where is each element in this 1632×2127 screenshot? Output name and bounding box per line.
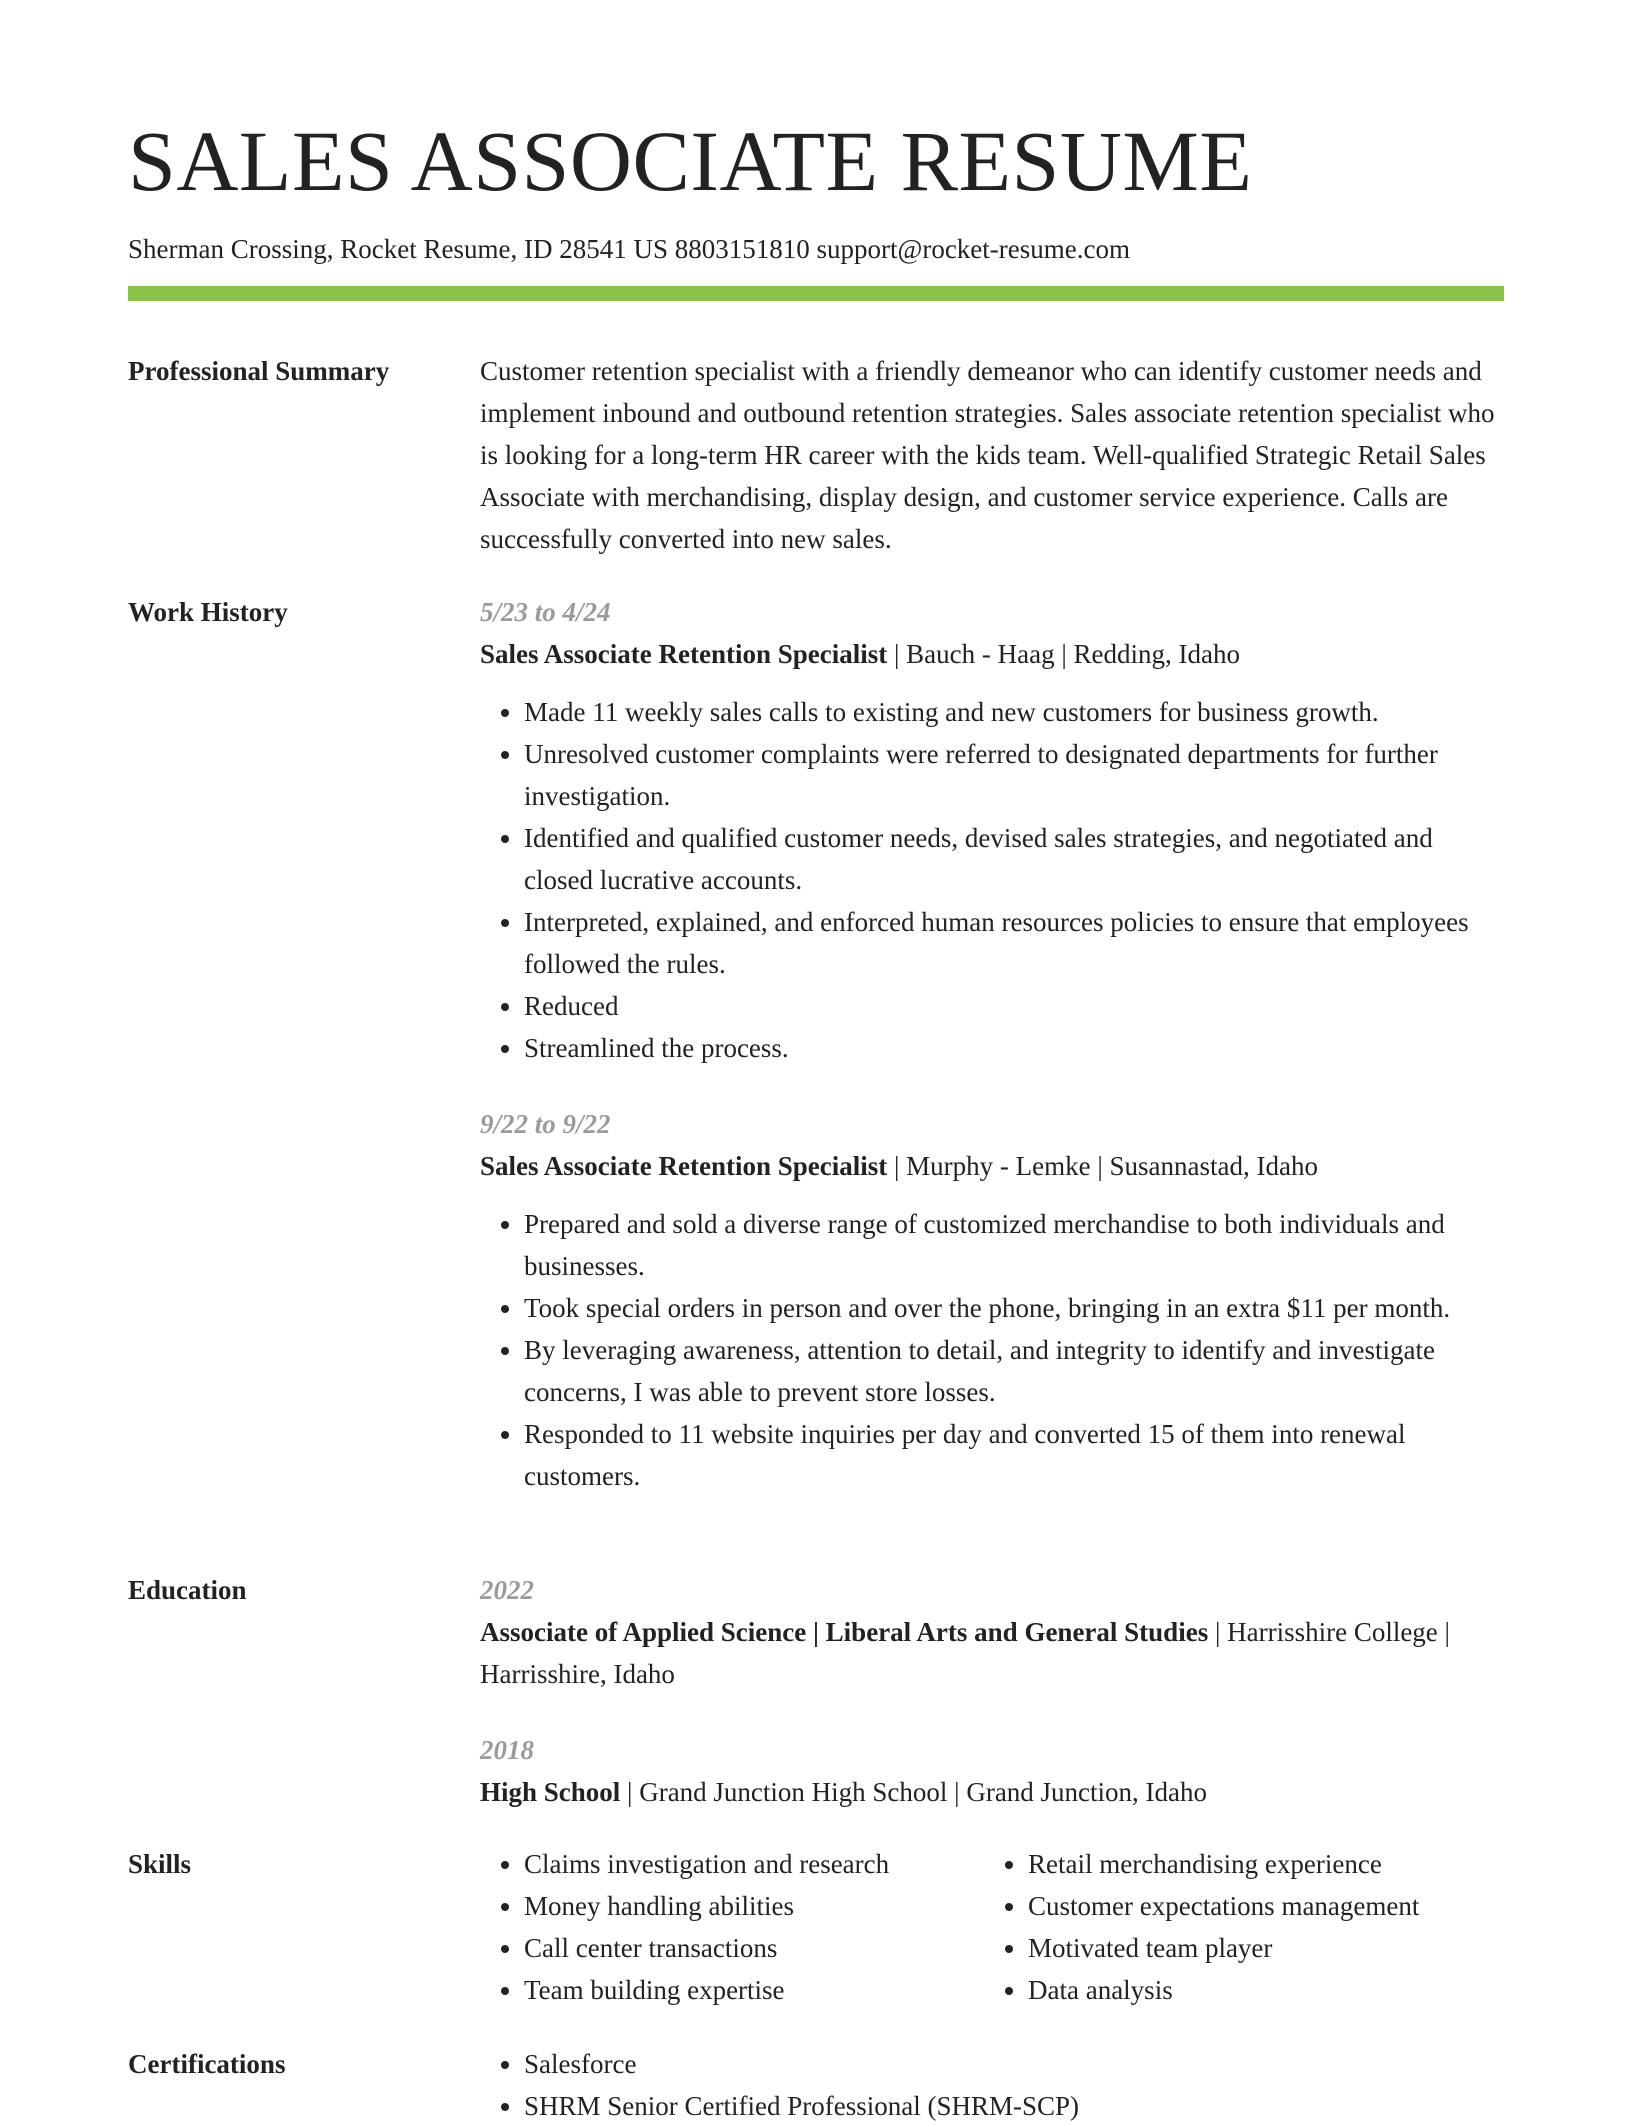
job-bullets [480, 691, 1504, 1069]
education-degree: Associate of Applied Science | Liberal Arts and General Studies [480, 1617, 1209, 1647]
education-degree: High School [480, 1777, 621, 1807]
summary-text: Customer retention specialist with a friendly demeanor who can identify customer needs and implement inbound and outbound retention strategies. Sales associate retention specialist who is looking for a long-term HR career with the kids team. Well-qualified Strategic Retail Sales Associate with merchandising, display design, and customer service experience. Calls are successfully converted into new sales. [480, 356, 1495, 554]
skill-item: • Data analysis [1028, 1969, 1488, 2011]
skills-columns [480, 1843, 1504, 2011]
job-title: Sales Associate Retention Specialist [480, 639, 888, 669]
skill-item: • Claims investigation and research [524, 1843, 984, 1885]
skills-section [128, 1843, 1504, 2043]
education-section [128, 1569, 1504, 1843]
job-dates: 9/22 to 9/22 [480, 1109, 611, 1139]
education-details: | Harrisshire College | Harrisshire, Idaho [480, 1617, 1450, 1689]
job-role [480, 1145, 1504, 1187]
certifications-section [128, 2043, 1504, 2127]
job-bullets [480, 1203, 1504, 1497]
education-entry [480, 1729, 1504, 1813]
skill-item: • Call center transactions [524, 1927, 984, 1969]
resume-title: SALES ASSOCIATE RESUME [128, 113, 1253, 209]
work-history-label: Work History [128, 597, 288, 627]
contact-line: Sherman Crossing, Rocket Resume, ID 28541 US 8803151810 support@rocket-resume.com [128, 234, 1130, 264]
skill-item: • Customer expectations management [1028, 1885, 1488, 1927]
header-divider [128, 286, 1504, 301]
job-details: | Bauch - Haag | Redding, Idaho [887, 639, 1240, 669]
job-title: Sales Associate Retention Specialist [480, 1151, 888, 1181]
certification-item: • Salesforce [524, 2043, 1504, 2085]
skills-list-left [480, 1843, 984, 2011]
certification-item: • SHRM Senior Certified Professional (SHRM-SCP) [524, 2085, 1504, 2127]
education-details: | Grand Junction High School | Grand Junction, Idaho [620, 1777, 1208, 1807]
job-role [480, 633, 1504, 675]
certifications-list [480, 2043, 1504, 2127]
certifications-label: Certifications [128, 2049, 286, 2079]
resume-body [128, 350, 1504, 2127]
job-bullet: • Identified and qualified customer needs, devised sales strategies, and negotiated and closed lucrative accounts. [524, 817, 1504, 901]
job-bullet: • Streamlined the process. [524, 1027, 1504, 1069]
work-history-section [128, 591, 1504, 1569]
job-bullet: • Unresolved customer complaints were referred to designated departments for further investigation. [524, 733, 1504, 817]
skill-item: • Motivated team player [1028, 1927, 1488, 1969]
job-entry [480, 1103, 1504, 1497]
job-entry [480, 591, 1504, 1069]
skills-list-right [984, 1843, 1488, 2011]
skill-item: • Team building expertise [524, 1969, 984, 2011]
education-label: Education [128, 1575, 247, 1605]
job-bullet: • By leveraging awareness, attention to detail, and integrity to identify and investigate concerns, I was able to prevent store losses. [524, 1329, 1504, 1413]
skill-item: • Money handling abilities [524, 1885, 984, 1927]
skill-item: • Retail merchandising experience [1028, 1843, 1488, 1885]
summary-section [128, 350, 1504, 591]
job-details: | Murphy - Lemke | Susannastad, Idaho [887, 1151, 1318, 1181]
job-bullet: • Interpreted, explained, and enforced human resources policies to ensure that employees followed the rules. [524, 901, 1504, 985]
education-degree-line [480, 1771, 1504, 1813]
summary-label: Professional Summary [128, 356, 390, 386]
job-bullet: • Responded to 11 website inquiries per day and converted 15 of them into renewal customers. [524, 1413, 1504, 1497]
job-bullet: • Took special orders in person and over the phone, bringing in an extra $11 per month. [524, 1287, 1504, 1329]
skills-label: Skills [128, 1849, 192, 1879]
job-bullet: • Reduced [524, 985, 1504, 1027]
education-degree-line [480, 1611, 1504, 1695]
job-bullet: • Made 11 weekly sales calls to existing and new customers for business growth. [524, 691, 1504, 733]
job-dates: 5/23 to 4/24 [480, 597, 611, 627]
education-entry [480, 1569, 1504, 1695]
education-year: 2022 [480, 1575, 534, 1605]
education-year: 2018 [480, 1735, 534, 1765]
job-bullet: • Prepared and sold a diverse range of customized merchandise to both individuals and businesses. [524, 1203, 1504, 1287]
